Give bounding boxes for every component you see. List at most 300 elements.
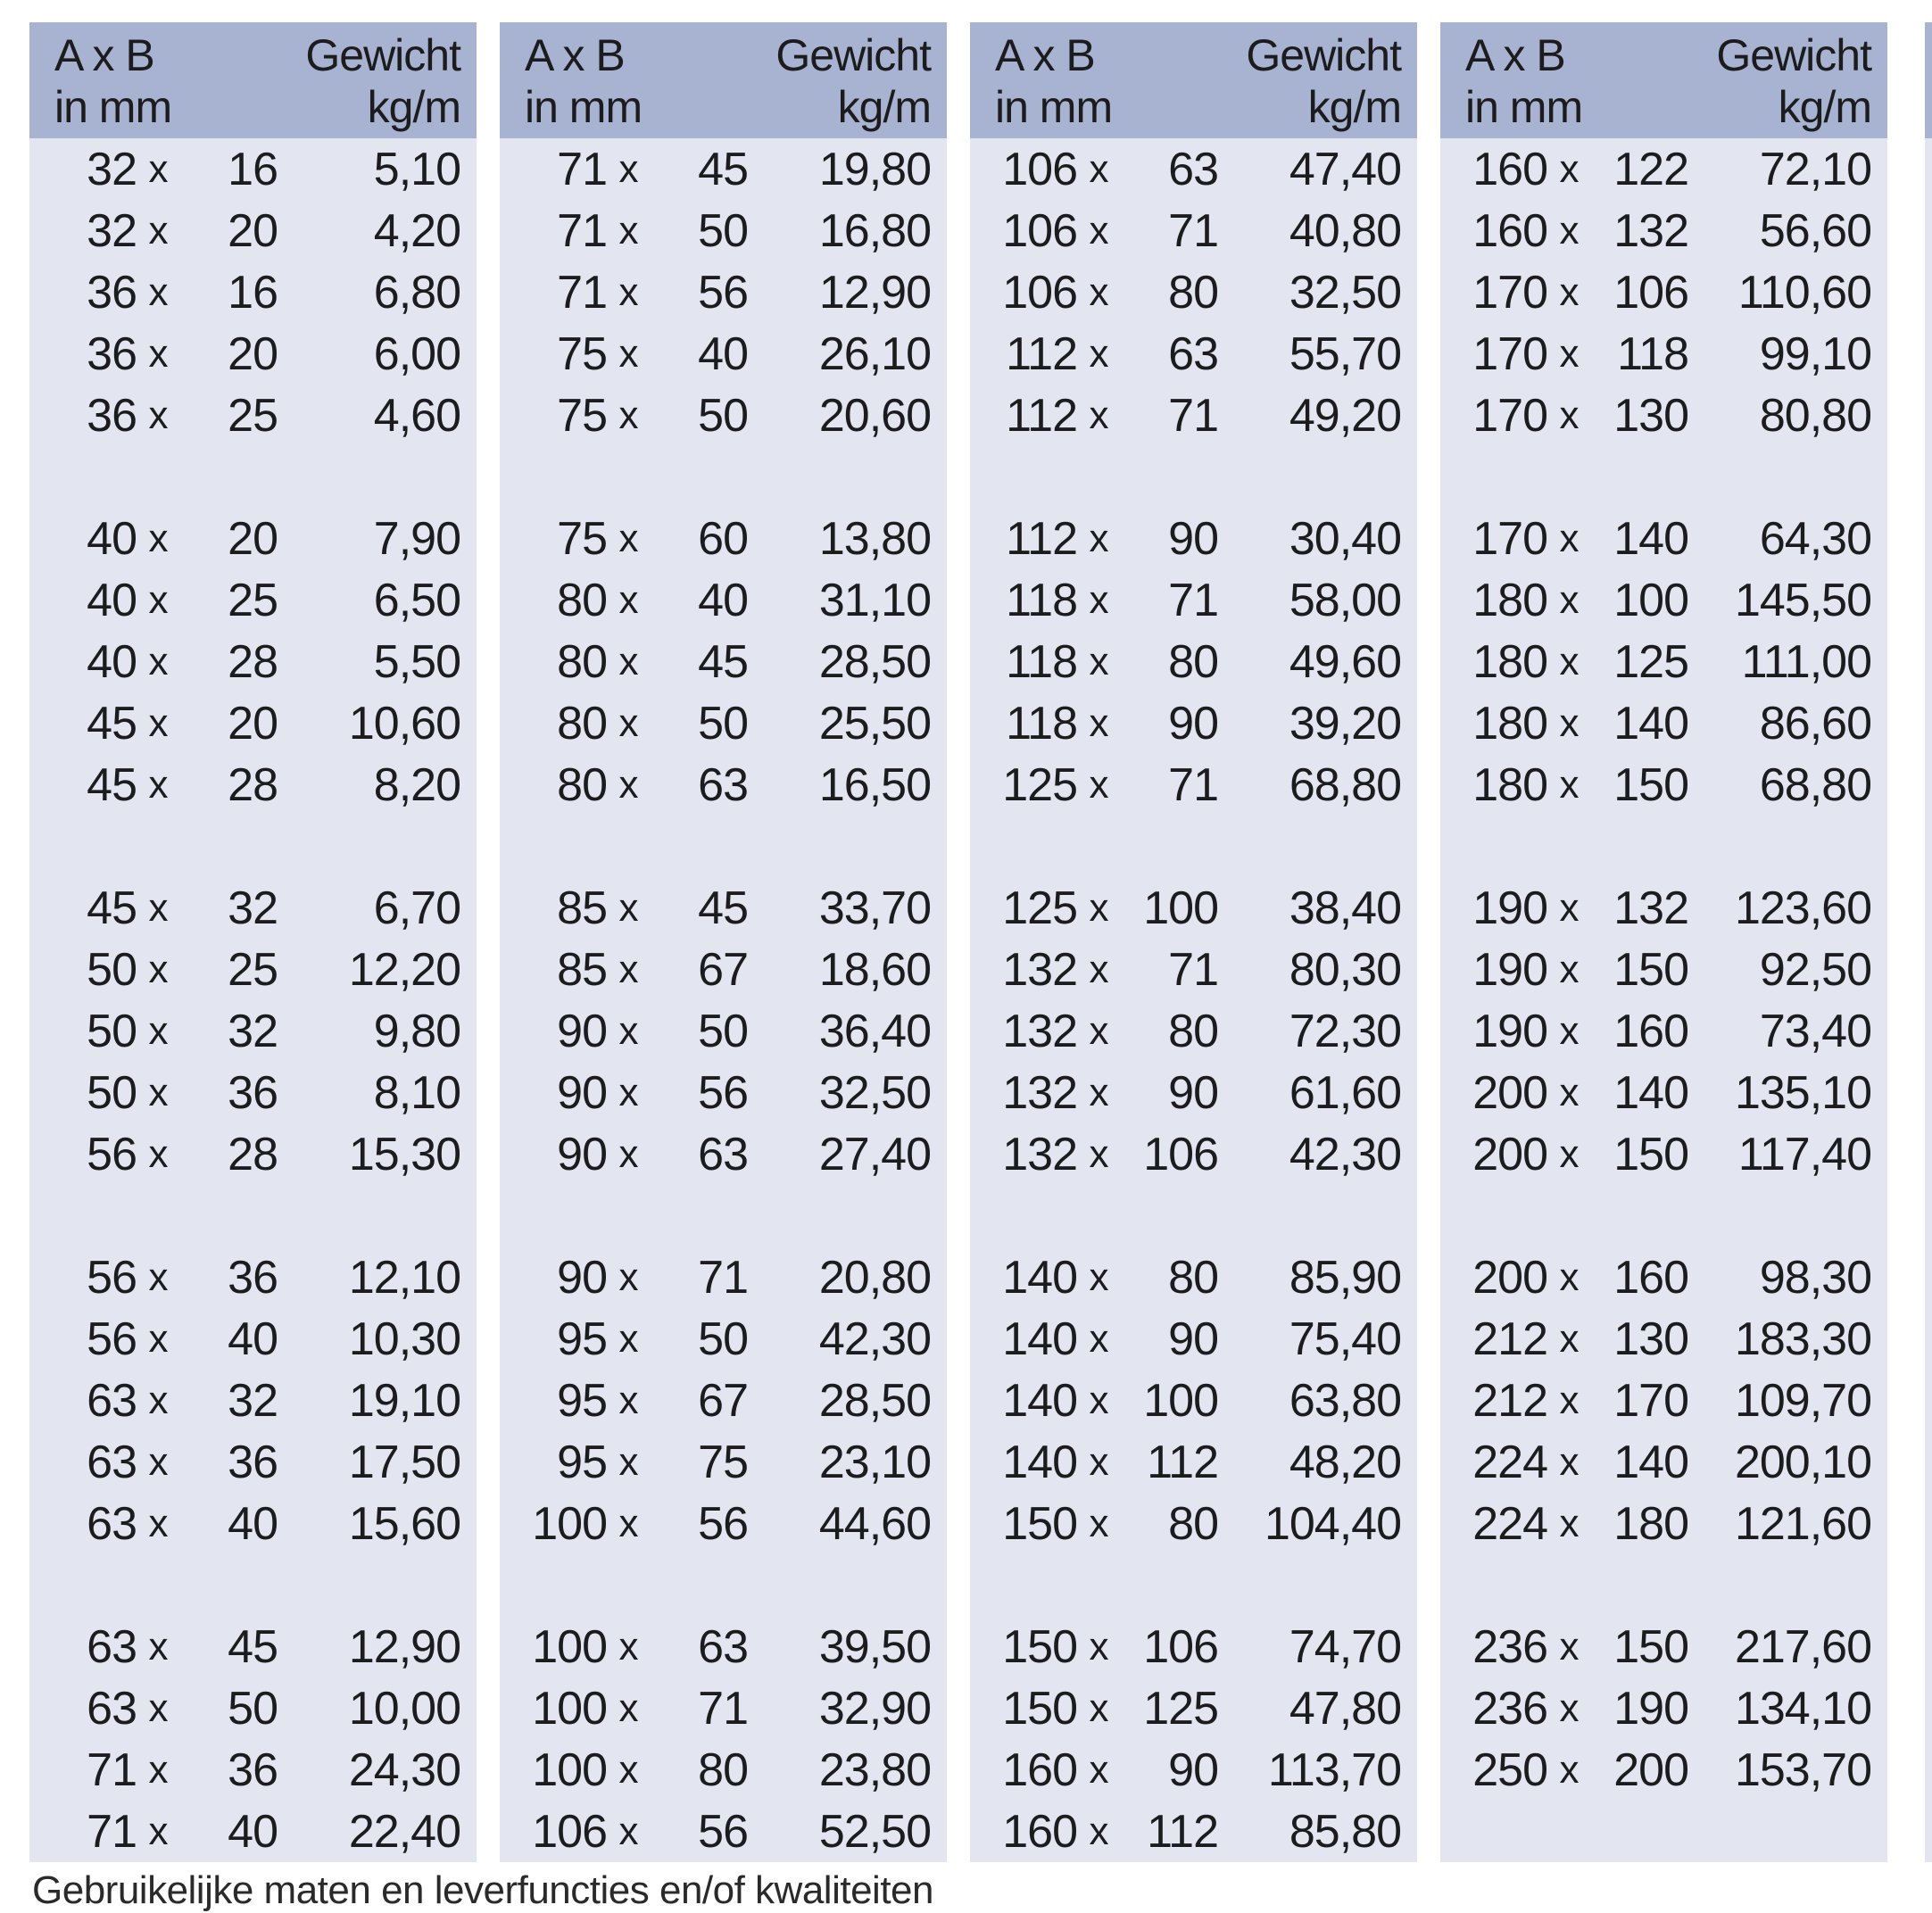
header-weight-block <box>775 29 931 138</box>
dimension-b: 71 <box>1168 758 1218 811</box>
table-row <box>29 1308 477 1370</box>
times-separator: x <box>1089 1685 1108 1730</box>
dimension-b: 190 <box>1613 1682 1688 1735</box>
dimension-a: 106 <box>1002 204 1077 257</box>
table-row <box>29 1493 477 1554</box>
dimension-a: 32 <box>87 143 137 195</box>
weight-value: 38,40 <box>1289 882 1401 934</box>
dimension-b: 20 <box>228 512 278 565</box>
dimension-a: 132 <box>1002 1128 1077 1180</box>
times-separator: x <box>618 1501 638 1545</box>
table-row <box>29 1370 477 1431</box>
times-separator: x <box>148 1624 168 1669</box>
dimension-a: 80 <box>557 635 607 688</box>
dimension-b: 90 <box>1168 1743 1218 1796</box>
table-row <box>29 1123 477 1185</box>
column-header <box>970 22 1417 138</box>
weight-value: 25,50 <box>818 697 931 749</box>
footer-note: Gebruikelijke maten en leverfuncties en/of kwaliteiten <box>32 1868 933 1912</box>
weight-value: 30,40 <box>1289 512 1401 565</box>
times-separator: x <box>148 700 168 745</box>
dimension-a: 190 <box>1472 1005 1547 1057</box>
dimension-b: 40 <box>228 1805 278 1858</box>
dimension-a: 100 <box>532 1620 607 1673</box>
times-separator: x <box>1089 516 1108 560</box>
weight-value: 10,60 <box>348 697 460 749</box>
dimension-b: 25 <box>228 389 278 442</box>
dimension-a: 80 <box>557 758 607 811</box>
times-separator: x <box>1559 1008 1579 1053</box>
dimension-b: 63 <box>698 1620 748 1673</box>
table-row <box>1440 385 1887 446</box>
times-separator: x <box>148 1255 168 1299</box>
dimension-b: 50 <box>698 204 748 257</box>
weight-value: 217,60 <box>1734 1620 1871 1673</box>
dimension-a: 150 <box>1002 1682 1077 1735</box>
dimension-a: 36 <box>87 327 137 380</box>
column-body <box>1440 138 1887 1862</box>
header-dimension-block <box>995 29 1112 138</box>
dimension-a: 63 <box>87 1682 137 1735</box>
weight-value: 20,60 <box>818 389 931 442</box>
dimension-b: 160 <box>1613 1251 1688 1304</box>
weight-value: 32,50 <box>818 1066 931 1119</box>
table-row <box>1440 877 1887 939</box>
times-separator: x <box>1089 947 1108 991</box>
weight-value: 68,80 <box>1759 758 1871 811</box>
dimension-b: 112 <box>1147 1805 1218 1858</box>
weight-value: 121,60 <box>1734 1497 1871 1550</box>
dimension-b: 150 <box>1613 1128 1688 1180</box>
dimension-b: 40 <box>228 1313 278 1365</box>
group-spacer <box>29 446 477 508</box>
table-row <box>500 1616 947 1677</box>
times-separator: x <box>1559 1378 1579 1422</box>
weight-value: 19,10 <box>348 1374 460 1427</box>
dimension-a: 112 <box>1006 389 1077 442</box>
dimension-b: 80 <box>1168 1251 1218 1304</box>
table-row <box>29 754 477 816</box>
times-separator: x <box>1089 208 1108 253</box>
dimension-a: 100 <box>532 1682 607 1735</box>
weight-value: 24,30 <box>348 1743 460 1796</box>
dimension-a: 75 <box>557 512 607 565</box>
times-separator: x <box>1089 1255 1108 1299</box>
dimension-a: 80 <box>557 574 607 626</box>
dimension-b: 50 <box>698 1313 748 1365</box>
header-unit-label: in mm <box>1465 82 1583 132</box>
table-row <box>970 1370 1417 1431</box>
dimension-a: 71 <box>87 1805 137 1858</box>
times-separator: x <box>618 1070 638 1114</box>
dimension-a: 71 <box>87 1743 137 1796</box>
table-row <box>29 939 477 1000</box>
group-spacer <box>1440 1554 1887 1616</box>
times-separator: x <box>618 1255 638 1299</box>
table-row <box>500 692 947 754</box>
dimension-b: 160 <box>1613 1005 1688 1057</box>
header-dimension-block <box>54 29 171 138</box>
dimension-b: 71 <box>1168 389 1218 442</box>
weight-value: 23,80 <box>818 1743 931 1796</box>
table-row <box>970 200 1417 261</box>
dimension-b: 28 <box>228 758 278 811</box>
weight-value: 40,80 <box>1289 204 1401 257</box>
table-row <box>970 631 1417 692</box>
dimension-b: 63 <box>698 1128 748 1180</box>
dimension-b: 140 <box>1613 1066 1688 1119</box>
weight-value: 28,50 <box>818 635 931 688</box>
group-spacer <box>500 816 947 877</box>
weight-value: 134,10 <box>1734 1682 1871 1735</box>
header-dimension-label: A x B <box>525 30 625 80</box>
dimension-a: 236 <box>1472 1620 1547 1673</box>
weight-value: 31,10 <box>818 574 931 626</box>
times-separator: x <box>1559 639 1579 683</box>
table-row <box>1440 323 1887 385</box>
group-spacer <box>1440 1185 1887 1246</box>
weight-value: 12,20 <box>348 943 460 996</box>
weight-value: 6,70 <box>373 882 460 934</box>
dimension-a: 56 <box>87 1251 137 1304</box>
header-weight-block <box>305 29 460 138</box>
dimension-a: 160 <box>1472 143 1547 195</box>
column-body <box>970 138 1417 1862</box>
dimension-b: 56 <box>698 1805 748 1858</box>
table-row <box>29 1801 477 1862</box>
dimension-a: 75 <box>557 327 607 380</box>
dimension-a: 106 <box>1002 266 1077 319</box>
weight-value: 7,90 <box>373 512 460 565</box>
dimension-b: 80 <box>1168 1497 1218 1550</box>
weight-value: 23,10 <box>818 1436 931 1488</box>
dimension-a: 90 <box>557 1066 607 1119</box>
table-row <box>1440 261 1887 323</box>
times-separator: x <box>148 1747 168 1792</box>
dimension-a: 180 <box>1472 635 1547 688</box>
dimension-a: 125 <box>1002 758 1077 811</box>
weight-value: 85,80 <box>1289 1805 1401 1858</box>
dimension-b: 50 <box>698 1005 748 1057</box>
dimension-a: 160 <box>1472 204 1547 257</box>
dimension-b: 140 <box>1613 697 1688 749</box>
table-row <box>500 631 947 692</box>
weight-value: 75,40 <box>1289 1313 1401 1365</box>
table-row <box>1440 1308 1887 1370</box>
dimension-b: 20 <box>228 327 278 380</box>
table-row <box>970 261 1417 323</box>
times-separator: x <box>148 947 168 991</box>
weight-value: 18,60 <box>818 943 931 996</box>
header-weight-unit-label: kg/m <box>1778 82 1871 132</box>
table-row <box>29 692 477 754</box>
dimension-b: 106 <box>1613 266 1688 319</box>
times-separator: x <box>618 1439 638 1484</box>
dimension-b: 71 <box>1168 943 1218 996</box>
table-row <box>500 877 947 939</box>
dimension-a: 63 <box>87 1374 137 1427</box>
dimension-b: 150 <box>1613 758 1688 811</box>
dimension-b: 80 <box>1168 266 1218 319</box>
weight-value: 4,60 <box>373 389 460 442</box>
table-row <box>29 200 477 261</box>
table-row <box>29 631 477 692</box>
weight-value: 5,10 <box>373 143 460 195</box>
weight-value: 26,10 <box>818 327 931 380</box>
dimension-b: 25 <box>228 574 278 626</box>
dimension-a: 132 <box>1002 1005 1077 1057</box>
times-separator: x <box>618 885 638 930</box>
weight-value: 49,20 <box>1289 389 1401 442</box>
weight-value: 55,70 <box>1289 327 1401 380</box>
weight-value: 92,50 <box>1759 943 1871 996</box>
times-separator: x <box>1089 331 1108 376</box>
header-weight-block <box>1246 29 1401 138</box>
weight-value: 17,50 <box>348 1436 460 1488</box>
group-spacer <box>970 816 1417 877</box>
column-header <box>29 22 477 138</box>
times-separator: x <box>618 1685 638 1730</box>
times-separator: x <box>1089 1747 1108 1792</box>
times-separator: x <box>148 1439 168 1484</box>
dimension-a: 71 <box>557 204 607 257</box>
weight-value: 113,70 <box>1267 1743 1401 1796</box>
dimension-b: 112 <box>1147 1436 1218 1488</box>
dimension-b: 130 <box>1613 389 1688 442</box>
weights-table-column-3 <box>970 22 1417 1862</box>
header-weight-unit-label: kg/m <box>837 82 931 132</box>
header-dimension-label: A x B <box>995 30 1095 80</box>
dimension-a: 95 <box>557 1436 607 1488</box>
dimension-b: 90 <box>1168 697 1218 749</box>
weight-value: 68,80 <box>1289 758 1401 811</box>
dimension-b: 100 <box>1143 1374 1218 1427</box>
table-row <box>970 1246 1417 1308</box>
times-separator: x <box>1089 577 1108 622</box>
dimension-b: 130 <box>1613 1313 1688 1365</box>
table-row <box>500 754 947 816</box>
weight-value: 32,50 <box>1289 266 1401 319</box>
times-separator: x <box>1559 762 1579 807</box>
times-separator: x <box>1559 516 1579 560</box>
times-separator: x <box>618 516 638 560</box>
dimension-b: 20 <box>228 204 278 257</box>
weight-value: 9,80 <box>373 1005 460 1057</box>
weight-value: 80,80 <box>1759 389 1871 442</box>
dimension-a: 100 <box>532 1497 607 1550</box>
times-separator: x <box>148 1378 168 1422</box>
times-separator: x <box>618 762 638 807</box>
weights-table <box>29 22 1887 1862</box>
dimension-b: 16 <box>228 266 278 319</box>
column-body <box>500 138 947 1862</box>
header-weight-label: Gewicht <box>775 30 931 80</box>
weight-value: 42,30 <box>1289 1128 1401 1180</box>
times-separator: x <box>618 577 638 622</box>
header-weight-block <box>1716 29 1871 138</box>
table-row <box>500 138 947 200</box>
dimension-b: 40 <box>228 1497 278 1550</box>
table-row <box>970 1493 1417 1554</box>
weight-value: 16,80 <box>818 204 931 257</box>
dimension-b: 80 <box>1168 635 1218 688</box>
dimension-b: 122 <box>1613 143 1688 195</box>
weight-value: 19,80 <box>818 143 931 195</box>
dimension-a: 160 <box>1002 1805 1077 1858</box>
dimension-a: 160 <box>1002 1743 1077 1796</box>
times-separator: x <box>1089 700 1108 745</box>
dimension-a: 170 <box>1472 327 1547 380</box>
dimension-b: 45 <box>698 635 748 688</box>
times-separator: x <box>148 1501 168 1545</box>
table-row <box>29 877 477 939</box>
dimension-a: 212 <box>1472 1313 1547 1365</box>
weight-value: 42,30 <box>818 1313 931 1365</box>
dimension-b: 140 <box>1613 1436 1688 1488</box>
dimension-a: 45 <box>87 758 137 811</box>
dimension-a: 140 <box>1002 1436 1077 1488</box>
header-unit-label: in mm <box>525 82 643 132</box>
dimension-b: 60 <box>698 512 748 565</box>
times-separator: x <box>1089 639 1108 683</box>
dimension-b: 100 <box>1613 574 1688 626</box>
group-spacer <box>500 446 947 508</box>
dimension-b: 132 <box>1613 204 1688 257</box>
weight-value: 183,30 <box>1734 1313 1871 1365</box>
times-separator: x <box>618 1008 638 1053</box>
dimension-b: 63 <box>698 758 748 811</box>
weight-value: 73,40 <box>1759 1005 1871 1057</box>
weight-value: 13,80 <box>818 512 931 565</box>
table-row <box>970 1000 1417 1062</box>
weight-value: 4,20 <box>373 204 460 257</box>
dimension-a: 80 <box>557 697 607 749</box>
table-row <box>970 569 1417 631</box>
table-row <box>1440 1123 1887 1185</box>
dimension-b: 36 <box>228 1251 278 1304</box>
dimension-a: 45 <box>87 697 137 749</box>
dimension-b: 170 <box>1613 1374 1688 1427</box>
weight-value: 12,90 <box>818 266 931 319</box>
dimension-b: 106 <box>1143 1620 1218 1673</box>
times-separator: x <box>1559 1439 1579 1484</box>
dimension-b: 56 <box>698 266 748 319</box>
weights-table-column-4 <box>1440 22 1887 1862</box>
table-row <box>29 1246 477 1308</box>
dimension-b: 100 <box>1143 882 1218 934</box>
dimension-b: 40 <box>698 574 748 626</box>
weight-value: 12,10 <box>348 1251 460 1304</box>
weight-value: 58,00 <box>1289 574 1401 626</box>
dimension-a: 118 <box>1006 697 1077 749</box>
dimension-b: 125 <box>1613 635 1688 688</box>
times-separator: x <box>1559 1685 1579 1730</box>
times-separator: x <box>148 393 168 437</box>
header-dimension-label: A x B <box>1465 30 1565 80</box>
table-row <box>1440 754 1887 816</box>
table-row <box>500 1123 947 1185</box>
table-row <box>1440 692 1887 754</box>
dimension-b: 32 <box>228 1005 278 1057</box>
weight-value: 64,30 <box>1759 512 1871 565</box>
table-row <box>1440 1493 1887 1554</box>
dimension-b: 45 <box>698 882 748 934</box>
dimension-a: 90 <box>557 1251 607 1304</box>
times-separator: x <box>618 947 638 991</box>
times-separator: x <box>148 1685 168 1730</box>
table-row <box>970 877 1417 939</box>
times-separator: x <box>1559 393 1579 437</box>
table-row <box>500 1431 947 1493</box>
weight-value: 32,90 <box>818 1682 931 1735</box>
weight-value: 48,20 <box>1289 1436 1401 1488</box>
column-header <box>1440 22 1887 138</box>
table-row <box>500 1246 947 1308</box>
dimension-a: 170 <box>1472 389 1547 442</box>
dimension-b: 90 <box>1168 1313 1218 1365</box>
table-row <box>1440 1370 1887 1431</box>
table-row <box>970 138 1417 200</box>
table-row <box>500 1677 947 1739</box>
times-separator: x <box>148 885 168 930</box>
weight-value: 72,30 <box>1289 1005 1401 1057</box>
table-row <box>500 200 947 261</box>
times-separator: x <box>1559 331 1579 376</box>
weight-value: 39,50 <box>818 1620 931 1673</box>
dimension-a: 170 <box>1472 266 1547 319</box>
weight-value: 28,50 <box>818 1374 931 1427</box>
dimension-b: 32 <box>228 1374 278 1427</box>
table-row <box>29 1431 477 1493</box>
weight-value: 63,80 <box>1289 1374 1401 1427</box>
times-separator: x <box>1559 1131 1579 1176</box>
weight-value: 111,00 <box>1741 635 1871 688</box>
dimension-b: 150 <box>1613 943 1688 996</box>
table-row <box>970 1123 1417 1185</box>
table-row <box>1440 1677 1887 1739</box>
weight-value: 99,10 <box>1759 327 1871 380</box>
table-row <box>1440 138 1887 200</box>
column-body <box>29 138 477 1862</box>
dimension-b: 71 <box>698 1682 748 1735</box>
table-row <box>970 1431 1417 1493</box>
cropped-next-column-edge <box>1925 22 1932 1862</box>
weight-value: 153,70 <box>1734 1743 1871 1796</box>
dimension-a: 106 <box>1002 143 1077 195</box>
table-row <box>29 1677 477 1739</box>
table-row <box>500 323 947 385</box>
dimension-b: 28 <box>228 635 278 688</box>
table-row <box>1440 631 1887 692</box>
table-row <box>1440 1739 1887 1801</box>
times-separator: x <box>1559 208 1579 253</box>
table-row <box>970 1616 1417 1677</box>
weight-value: 27,40 <box>818 1128 931 1180</box>
dimension-a: 90 <box>557 1005 607 1057</box>
dimension-a: 100 <box>532 1743 607 1796</box>
dimension-a: 40 <box>87 574 137 626</box>
table-row <box>1440 200 1887 261</box>
dimension-b: 40 <box>698 327 748 380</box>
times-separator: x <box>1089 1624 1108 1669</box>
dimension-a: 56 <box>87 1313 137 1365</box>
dimension-b: 125 <box>1143 1682 1218 1735</box>
table-row <box>970 939 1417 1000</box>
weight-value: 47,40 <box>1289 143 1401 195</box>
weight-value: 6,80 <box>373 266 460 319</box>
dimension-a: 36 <box>87 389 137 442</box>
table-row <box>29 1616 477 1677</box>
